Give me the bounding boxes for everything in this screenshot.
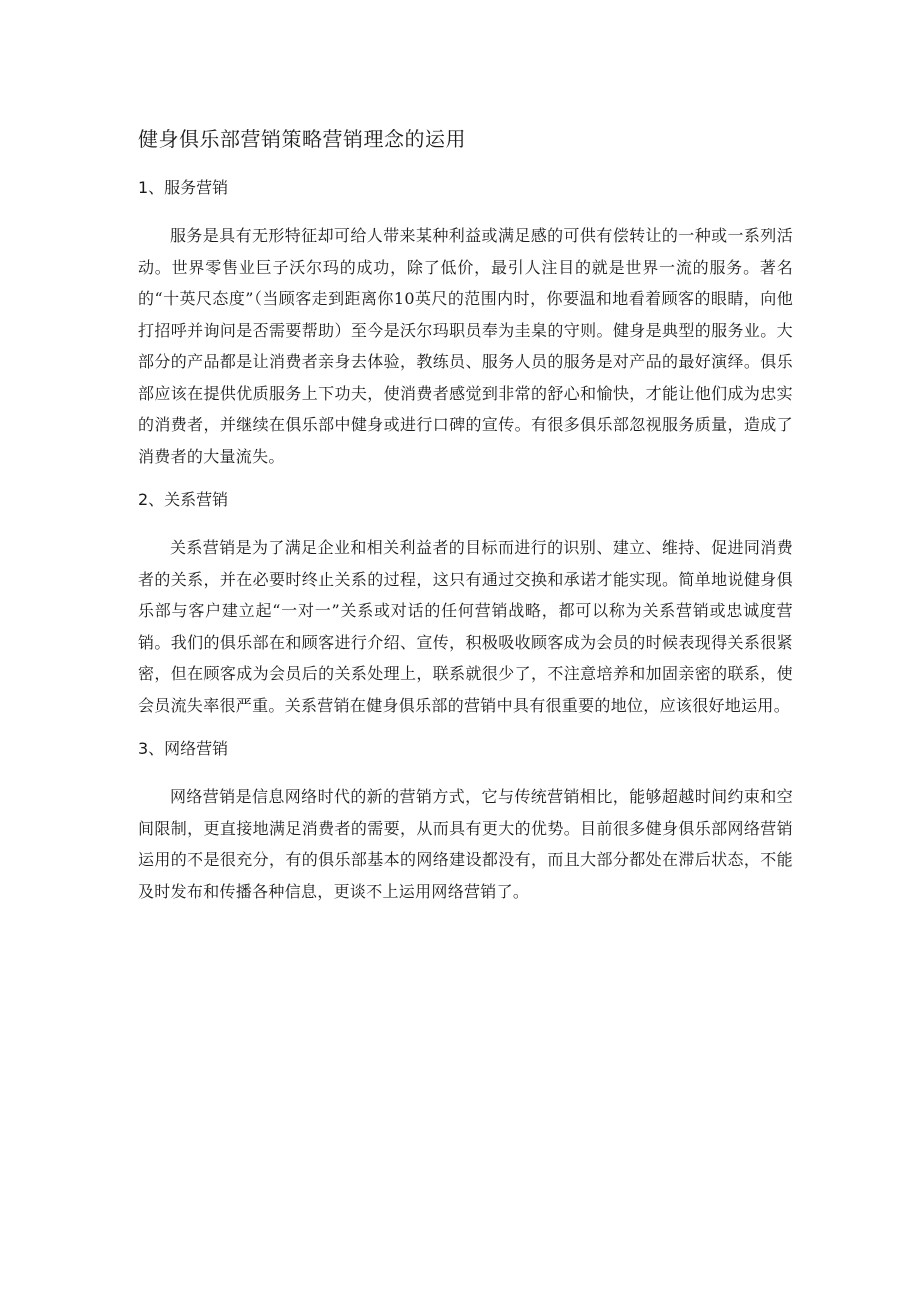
section-paragraph: 关系营销是为了满足企业和相关利益者的目标而进行的识别、建立、维持、促进同消费者的关系，并在必要时终止关系的过程，这只有通过交换和承诺才能实现。简单地说健身俱乐部与客户建立起“一对一”关系或对话的任何营销战略，都可以称为关系营销或忠诚度营销。我们的俱乐部在和顾客进行介绍、宣传，积极吸收顾客成为会员的时候表现得关系很紧密，但在顾客成为会员后的关系处理上，联系就很少了，不注意培养和加固亲密的联系，使会员流失率很严重。关系营销在健身俱乐部的营销中具有很重要的地位，应该很好地运用。 [138,538,793,715]
section-paragraph: 网络营销是信息网络时代的新的营销方式，它与传统营销相比，能够超越时间约束和空间限制，更直接地满足消费者的需要，从而具有更大的优势。目前很多健身俱乐部网络营销运用的不是很充分，有的俱乐部基本的网络建设都没有，而且大部分都处在滞后状态，不能及时发布和传播各种信息，更谈不上运用网络营销了。 [138,787,793,901]
document-page [138,124,793,921]
section-heading: 2、关系营销 [138,490,229,509]
section-heading: 1、服务营销 [138,178,229,197]
section-service-marketing [138,174,793,472]
section-network-marketing [138,735,793,907]
section-relationship-marketing [138,486,793,721]
section-heading: 3、网络营销 [138,739,229,758]
section-paragraph: 服务是具有无形特征却可给人带来某种利益或满足感的可供有偿转让的一种或一系列活动。世界零售业巨子沃尔玛的成功，除了低价，最引人注目的就是世界一流的服务。著名的“十英尺态度”（当顾客走到距离你10英尺的范围内时，你要温和地看着顾客的眼睛，向他打招呼并询问是否需要帮助）至今是沃尔玛职员奉为圭臬的守则。健身是典型的服务业。大部分的产品都是让消费者亲身去体验，教练员、服务人员的服务是对产品的最好演绎。俱乐部应该在提供优质服务上下功夫，使消费者感觉到非常的舒心和愉快，才能让他们成为忠实的消费者，并继续在俱乐部中健身或进行口碑的宣传。有很多俱乐部忽视服务质量，造成了消费者的大量流失。 [138,226,793,466]
page-title: 健身俱乐部营销策略营销理念的运用 [138,127,466,151]
